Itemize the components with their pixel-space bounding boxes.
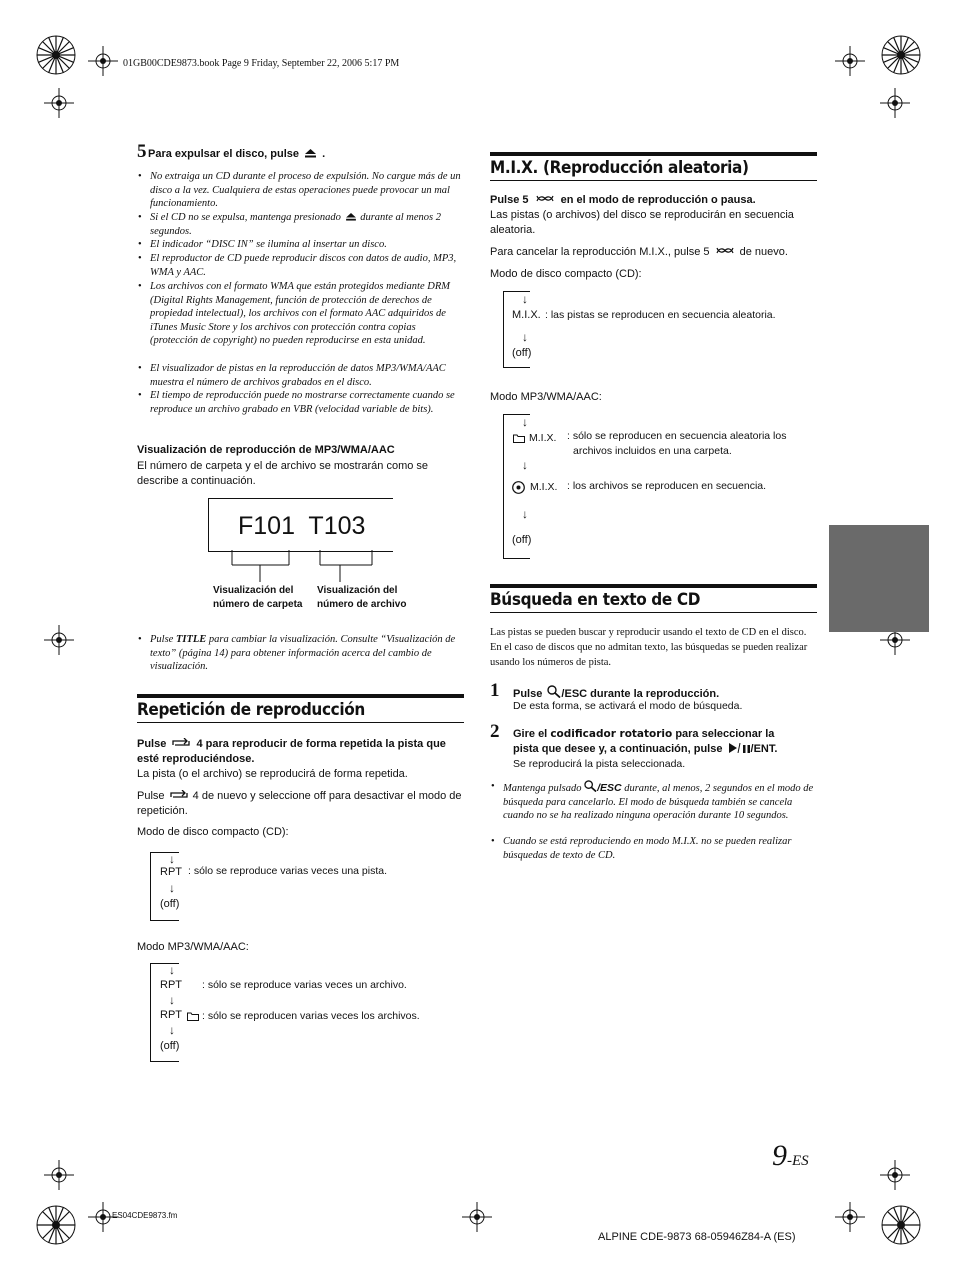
crosshair-mark-icon [88,46,118,76]
shuffle-icon [715,245,735,256]
registration-target-icon [34,1203,78,1247]
list-item: • El indicador “DISC IN” se ilumina al insertar un disco. [138,239,387,250]
paragraph: La pista (o el archivo) se reproducirá de forma repetida. [137,768,408,780]
step-description: De esta forma, se activará el modo de búsqueda. [513,700,743,712]
search-step-1: Pulse /ESC durante la reproducción. [513,685,719,700]
crosshair-mark-icon [835,46,865,76]
search-icon [547,685,561,698]
footer-model: ALPINE CDE-9873 68-05946Z84-A (ES) [598,1231,796,1243]
mode-label: Modo de disco compacto (CD): [490,268,642,280]
mix-cd-diagram: ↓ M.I.X. : las pistas se reproducen en secuencia aleatoria. ↓ (off) [503,291,823,369]
registration-target-icon [879,33,923,77]
list-item: • Si el CD no se expulsa, mantenga presionado durante al menos 2 segundos. [138,212,441,237]
folder-icon [513,434,525,443]
footer-file: ES04CDE9873.fm [112,1211,178,1220]
section-heading: Búsqueda en texto de CD [490,584,817,613]
paragraph: El número de carpeta y el de archivo se mostrarán como se describe a continuación. [137,460,429,487]
search-step-2: Gire el codificador rotatorio para seleccionar la pista que desee y, a continuación, pulse /ENT. [513,728,778,755]
paragraph: Para cancelar la reproducción M.I.X., pulse 5 de nuevo. [490,246,788,258]
mode-label: Modo MP3/WMA/AAC: [137,941,249,953]
folder-icon [187,1012,199,1021]
folder-number-label: Visualización del número de carpeta [213,585,303,610]
paragraph: Pulse 4 de nuevo y seleccione off para desactivar el modo de repetición. [137,790,462,817]
repeat-cd-diagram: ↓ RPT : sólo se reproduce varias veces una pista. ↓ (off) [150,852,450,922]
eject-step: Para expulsar el disco, pulse . [148,148,326,160]
search-icon [584,780,597,792]
list-item: • No extraiga un CD durante el proceso de expulsión. No cargue más de un disco a la vez. Cualquiera de estas operaciones puede provocar un mal funcionamiento. [138,171,461,209]
shuffle-icon [535,193,555,204]
paragraph: Las pistas se pueden buscar y reproducir usando el texto de CD en el disco. En el caso de discos que no admitan texto, las búsquedas se pueden realizar usando los números de pista. [490,627,808,668]
list-item: • Mantenga pulsado /ESC durante, al menos, 2 segundos en el modo de búsqueda para cancelarlo. El modo de búsqueda también se cancela cuando no se ha realizado ninguna operación durante 10 segundos. [491,781,814,821]
crosshair-mark-icon [462,1202,492,1232]
step-number: 2 [490,721,500,742]
crosshair-mark-icon [44,1160,74,1190]
callout-lines [225,550,385,582]
crosshair-mark-icon [44,88,74,118]
registration-target-icon [879,1203,923,1247]
list-item: • Cuando se está reproduciendo en modo M.I.X. no se pueden realizar búsquedas de texto de CD. [491,836,792,861]
section-heading: Repetición de reproducción [137,694,464,723]
disc-icon [512,481,525,494]
page-number: 9-ES [772,1139,809,1172]
paragraph: Las pistas (o archivos) del disco se reproducirán en secuencia aleatoria. [490,209,794,236]
eject-icon [305,149,316,158]
list-item: • Los archivos con el formato WMA que están protegidos mediante DRM (Digital Rights Management, función de protección de derechos de propiedad intelectual), los archivos con el formato AAC adquiridos de iTunes Music Store y los archivos con protección contra copias (protección de copyright) no pueden reproducirse en esta unidad. [138,281,450,346]
repeat-icon [171,738,191,748]
registration-target-icon [34,33,78,77]
crosshair-mark-icon [44,625,74,655]
list-item: • El reproductor de CD puede reproducir discos con datos de audio, MP3, WMA y AAC. [138,253,457,278]
subheading: Visualización de reproducción de MP3/WMA/AAC [137,444,395,456]
mode-label: Modo de disco compacto (CD): [137,826,289,838]
crosshair-mark-icon [880,88,910,118]
mode-label: Modo MP3/WMA/AAC: [490,391,602,403]
step-number: 1 [490,680,500,701]
play-pause-icon [729,743,751,753]
eject-icon [346,213,356,221]
repeat-icon [169,790,189,800]
side-tab [829,525,929,632]
file-number-label: Visualización del número de archivo [317,585,407,610]
file-info-header: 01GB00CDE9873.book Page 9 Friday, September 22, 2006 5:17 PM [123,58,400,69]
mix-instruction: Pulse 5 en el modo de reproducción o pausa. [490,194,756,206]
step-number: 5 [137,141,147,162]
crosshair-mark-icon [880,1160,910,1190]
repeat-instruction: Pulse 4 para reproducir de forma repetida la pista que esté reproduciéndose. [137,738,446,765]
section-heading: M.I.X. (Reproducción aleatoria) [490,152,817,181]
crosshair-mark-icon [835,1202,865,1232]
list-item: • El tiempo de reproducción puede no mostrarse correctamente cuando se reproduce un archivo grabado en VBR (velocidad variable de bits). [138,390,455,415]
list-item: • Pulse TITLE para cambiar la visualización. Consulte “Visualización de texto” (página 14) para obtener información acerca del cambio de visualización. [138,634,456,672]
display-text: F101 T103 [238,512,366,540]
step-description: Se reproducirá la pista seleccionada. [513,758,686,770]
mix-mp3-diagram: ↓ M.I.X. : sólo se reproducen en secuencia aleatoria los archivos incluidos en una carpeta. ↓ M.I.X. : los archivos se reproducen en secuencia. ↓ (off) [503,414,823,560]
repeat-mp3-diagram: ↓ RPT : sólo se reproduce varias veces un archivo. ↓ RPT : sólo se reproducen varias veces los archivos. ↓ (off) [150,963,450,1063]
list-item: • El visualizador de pistas en la reproducción de datos MP3/WMA/AAC muestra el número de archivos grabados en el disco. [138,363,446,388]
